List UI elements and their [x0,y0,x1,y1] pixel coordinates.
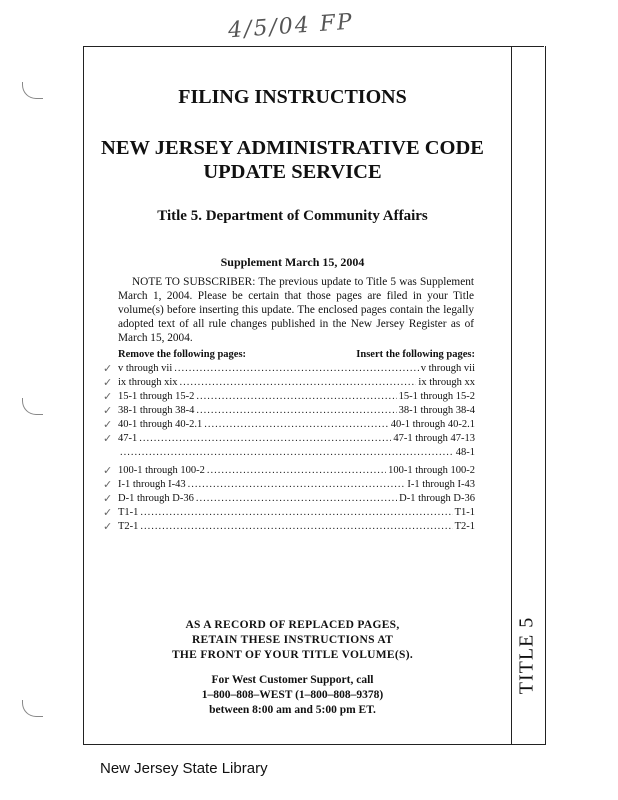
remove-pages: v through vii [118,363,173,374]
dot-leader [188,478,406,491]
check-mark-icon: ✓ [103,376,113,389]
table-row [118,362,475,375]
insert-pages: D-1 through D-36 [399,493,475,504]
remove-pages: T1-1 [118,507,139,518]
table-row [118,492,475,505]
check-mark-icon: ✓ [103,520,113,533]
title-subtitle: Title 5. Department of Community Affairs [157,208,428,224]
table-row [118,376,475,389]
remove-pages: 47-1 [118,433,138,444]
handwritten-date-note: 4/5/04 FP [227,9,355,44]
binder-hole-mark-top [22,82,43,99]
library-footer: New Jersey State Library [100,760,268,777]
dot-leader [140,520,452,533]
remove-pages: ix through xix [118,377,178,388]
customer-support-info [90,673,495,718]
supplement-date: Supplement March 15, 2004 [220,255,365,269]
remove-pages: 15-1 through 15-2 [118,391,195,402]
check-mark-icon: ✓ [103,390,113,403]
check-mark-icon: ✓ [103,478,113,491]
dot-leader [139,432,391,445]
title-tab-label: TITLE 5 [515,616,538,694]
pages-table-header [118,349,475,360]
insert-pages: T1-1 [454,507,475,518]
code-heading-line2: UPDATE SERVICE [203,161,382,183]
document-title: FILING INSTRUCTIONS [178,86,407,108]
dot-leader [120,446,454,459]
record-instructions [90,618,495,663]
dot-leader [174,362,419,375]
insert-pages: T2-1 [454,521,475,532]
dot-leader [140,506,452,519]
check-mark-icon: ✓ [103,418,113,431]
dot-leader [196,390,396,403]
remove-pages: D-1 through D-36 [118,493,194,504]
dot-leader [207,464,386,477]
dot-leader [196,404,396,417]
insert-pages: 40-1 through 40-2.1 [390,419,475,430]
insert-pages: v through vii [420,363,475,374]
table-row [118,464,475,477]
remove-pages: 100-1 through 100-2 [118,465,205,476]
insert-pages: 47-1 through 47-13 [393,433,475,444]
record-line1: AS A RECORD OF REPLACED PAGES, [185,619,400,631]
code-heading [90,136,495,184]
support-line1: For West Customer Support, call [211,674,374,686]
table-row [118,418,475,431]
dot-leader [204,418,388,431]
check-mark-icon: ✓ [103,432,113,445]
remove-pages: 38-1 through 38-4 [118,405,195,416]
table-row [118,520,475,533]
insert-pages: I-1 through I-43 [407,479,475,490]
insert-heading: Insert the following pages: [356,349,475,360]
table-row [118,478,475,491]
remove-pages: T2-1 [118,521,139,532]
subscriber-note: NOTE TO SUBSCRIBER: The previous update to Title 5 was Supplement March 1, 2004. Please be certain that those pages are filed in your Title volume(s) before inserting this update. The enclosed pages contain the legally adopted text of all rule changes published in the New Jersey Register as of March 15, 2004. [118,276,474,344]
support-line3: between 8:00 am and 5:00 pm ET. [209,704,376,716]
table-row [118,404,475,417]
insert-pages: ix through xx [418,377,475,388]
table-row [118,432,475,445]
dot-leader [180,376,417,389]
binder-hole-mark-middle [22,398,43,415]
table-row [118,446,475,459]
record-line2: RETAIN THESE INSTRUCTIONS AT [191,634,394,646]
support-line2: 1–800–808–WEST (1–800–808–9378) [201,689,384,701]
code-heading-line1: NEW JERSEY ADMINISTRATIVE CODE [101,137,484,159]
dot-leader [196,492,397,505]
record-line3: THE FRONT OF YOUR TITLE VOLUME(S). [171,649,414,661]
insert-pages: 38-1 through 38-4 [398,405,475,416]
insert-pages: 48-1 [455,447,475,458]
remove-pages: 40-1 through 40-2.1 [118,419,203,430]
binder-hole-mark-bottom [22,700,43,717]
table-row [118,390,475,403]
check-mark-icon: ✓ [103,362,113,375]
remove-heading: Remove the following pages: [118,349,247,360]
check-mark-icon: ✓ [103,492,113,505]
insert-pages: 15-1 through 15-2 [398,391,475,402]
table-row [118,506,475,519]
title-tab [502,616,552,694]
remove-pages: I-1 through I-43 [118,479,186,490]
check-mark-icon: ✓ [103,506,113,519]
check-mark-icon: ✓ [103,404,113,417]
check-mark-icon: ✓ [103,464,113,477]
insert-pages: 100-1 through 100-2 [388,465,475,476]
